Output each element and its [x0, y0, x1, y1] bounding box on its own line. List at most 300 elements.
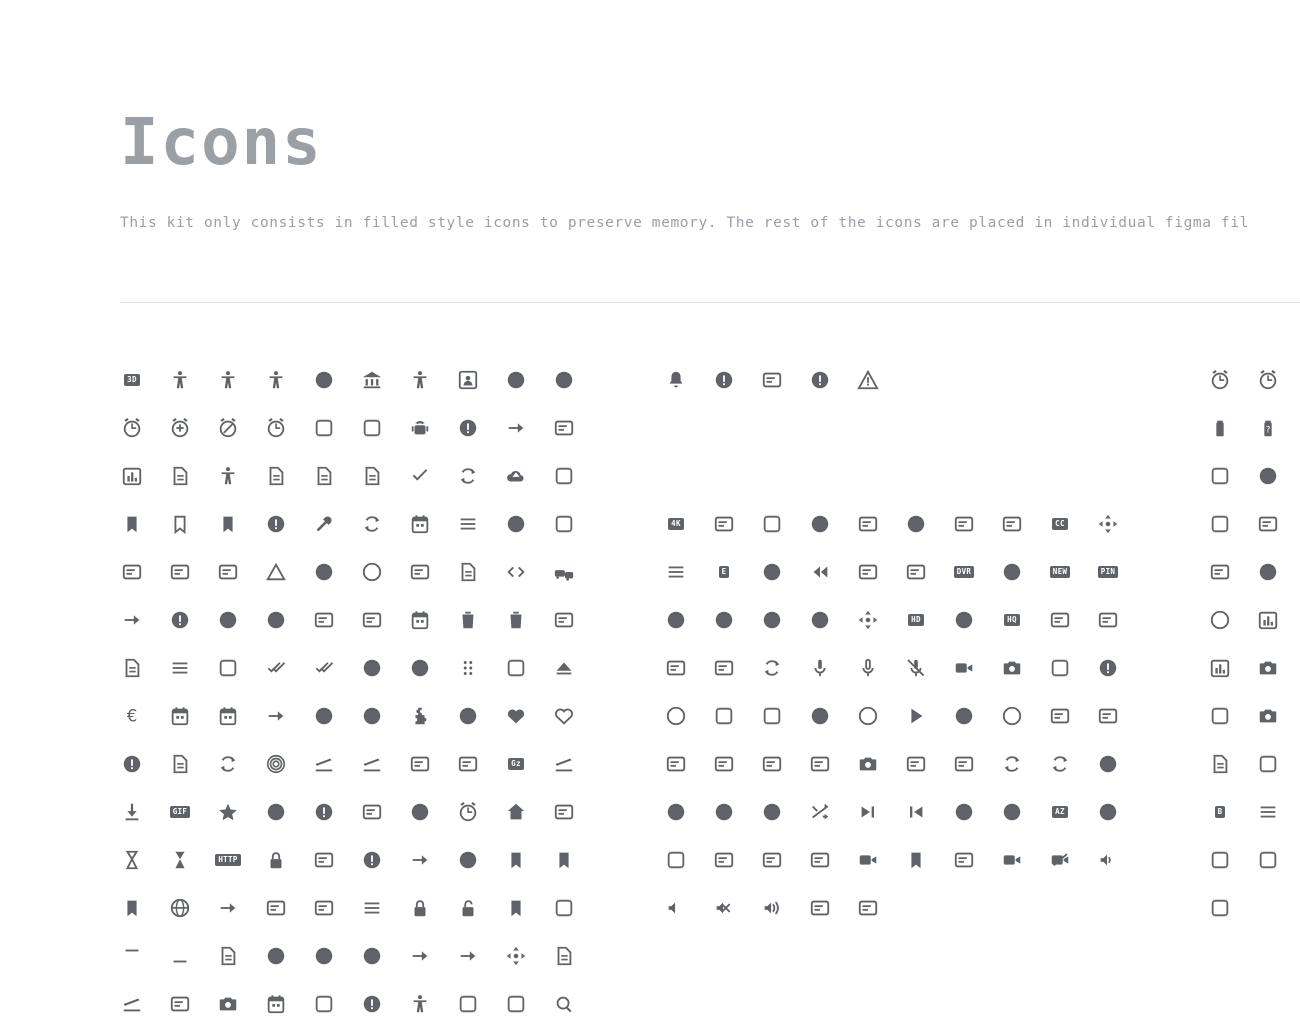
- high-quality-icon-label: HQ: [1004, 614, 1020, 626]
- blank-22[interactable]: [940, 452, 988, 500]
- format-paint-icon[interactable]: [1196, 836, 1244, 884]
- launch-icon[interactable]: [204, 884, 252, 932]
- perm-scan-wifi-icon[interactable]: [540, 980, 588, 1028]
- format-align-right-icon[interactable]: [1244, 740, 1292, 788]
- assessment-icon[interactable]: [108, 452, 156, 500]
- blank-1[interactable]: [892, 356, 940, 404]
- open-in-browser-icon[interactable]: [396, 932, 444, 980]
- blank-23[interactable]: [988, 452, 1036, 500]
- info-icon[interactable]: [348, 836, 396, 884]
- blank-19[interactable]: [796, 452, 844, 500]
- chrome-reader-mode-icon[interactable]: [396, 548, 444, 596]
- battery-full-icon[interactable]: [1196, 404, 1244, 452]
- equalizer-icon[interactable]: [652, 548, 700, 596]
- https-icon[interactable]: [252, 836, 300, 884]
- volume-up-icon[interactable]: [748, 884, 796, 932]
- language-icon[interactable]: [156, 884, 204, 932]
- change-history-icon[interactable]: [252, 548, 300, 596]
- gps-fixed-icon[interactable]: [1244, 548, 1292, 596]
- replay-10-icon[interactable]: [652, 788, 700, 836]
- snooze-icon[interactable]: [988, 788, 1036, 836]
- flip-to-front-icon[interactable]: [444, 740, 492, 788]
- album-icon[interactable]: [796, 500, 844, 548]
- delete-icon[interactable]: [444, 596, 492, 644]
- bug-report-icon[interactable]: [252, 500, 300, 548]
- icon-grid-middle: [652, 356, 1132, 932]
- playlist-add-check-icon[interactable]: [1084, 692, 1132, 740]
- music-video-icon[interactable]: [1036, 644, 1084, 692]
- graphic-eq-icon[interactable]: [1244, 596, 1292, 644]
- playlist-play-icon[interactable]: [652, 740, 700, 788]
- forward-10-icon[interactable]: [700, 596, 748, 644]
- fast-rewind-icon[interactable]: [796, 548, 844, 596]
- calendar-today-icon[interactable]: [396, 500, 444, 548]
- stop-icon[interactable]: [652, 836, 700, 884]
- video-library-icon[interactable]: [940, 836, 988, 884]
- alarm-icon[interactable]: [108, 404, 156, 452]
- build-icon[interactable]: [300, 500, 348, 548]
- fiber-dvr-icon[interactable]: [940, 548, 988, 596]
- video-call-icon[interactable]: [844, 836, 892, 884]
- help-icon[interactable]: [300, 788, 348, 836]
- gif-icon[interactable]: [156, 788, 204, 836]
- warning-icon[interactable]: [844, 356, 892, 404]
- grade-icon[interactable]: [204, 788, 252, 836]
- card-membership-icon[interactable]: [156, 548, 204, 596]
- add-to-queue-icon[interactable]: [700, 500, 748, 548]
- fiber-pin-icon[interactable]: [1084, 548, 1132, 596]
- maximize-icon[interactable]: [108, 932, 156, 980]
- av-timer-icon[interactable]: [892, 500, 940, 548]
- blank-24[interactable]: [1036, 452, 1084, 500]
- assignment-turned-in-icon[interactable]: [396, 452, 444, 500]
- label-icon[interactable]: [492, 836, 540, 884]
- svg-text:€: €: [126, 706, 138, 726]
- bookmark-border-icon[interactable]: [156, 500, 204, 548]
- event-seat-icon[interactable]: [204, 692, 252, 740]
- history-icon[interactable]: [444, 788, 492, 836]
- perm-media-icon[interactable]: [444, 980, 492, 1028]
- payment-icon[interactable]: [156, 980, 204, 1028]
- accessible-forward-icon[interactable]: [300, 356, 348, 404]
- open-in-new-icon[interactable]: [444, 932, 492, 980]
- call-to-action-icon[interactable]: [988, 500, 1036, 548]
- blank-5[interactable]: [1084, 356, 1132, 404]
- blur-on-icon[interactable]: [1196, 692, 1244, 740]
- hearing-icon[interactable]: [940, 596, 988, 644]
- new-releases-icon[interactable]: [1084, 644, 1132, 692]
- gps-not-fixed-icon[interactable]: [1196, 596, 1244, 644]
- all-out-icon[interactable]: [348, 404, 396, 452]
- surround-sound-icon[interactable]: [796, 836, 844, 884]
- gif-icon-label: GIF: [170, 806, 190, 818]
- shuffle-icon[interactable]: [796, 788, 844, 836]
- mic-off-icon[interactable]: [892, 644, 940, 692]
- slow-motion-video-icon[interactable]: [940, 788, 988, 836]
- video-label-icon[interactable]: [892, 836, 940, 884]
- drag-indicator-icon[interactable]: [444, 644, 492, 692]
- high-quality-icon[interactable]: [988, 596, 1036, 644]
- perm-phone-msg-icon[interactable]: [492, 980, 540, 1028]
- hourglass-empty-icon[interactable]: [108, 836, 156, 884]
- error-outline-icon[interactable]: [748, 356, 796, 404]
- branding-watermark-icon[interactable]: [940, 500, 988, 548]
- loop-icon[interactable]: [748, 644, 796, 692]
- label-off-icon[interactable]: [108, 884, 156, 932]
- flip-to-back-icon[interactable]: [396, 740, 444, 788]
- format-list-numbered-icon[interactable]: [1244, 788, 1292, 836]
- fingerprint-icon[interactable]: [252, 740, 300, 788]
- replay-icon[interactable]: [1084, 740, 1132, 788]
- format-bold-icon-label: B: [1215, 806, 1226, 818]
- contact-support-icon[interactable]: [156, 596, 204, 644]
- autorenew-icon[interactable]: [444, 452, 492, 500]
- fast-forward-icon[interactable]: [748, 548, 796, 596]
- blank-10[interactable]: [844, 404, 892, 452]
- attach-file-icon[interactable]: [1196, 740, 1244, 788]
- subscriptions-icon[interactable]: [700, 836, 748, 884]
- offline-bolt-icon[interactable]: [252, 932, 300, 980]
- fiber-smart-record-icon[interactable]: [652, 596, 700, 644]
- games-icon[interactable]: [844, 596, 892, 644]
- blank-16[interactable]: [652, 452, 700, 500]
- closed-caption-icon[interactable]: [1036, 500, 1084, 548]
- fiber-pin-icon-label: PIN: [1098, 566, 1118, 578]
- access-alarm-icon[interactable]: [1196, 356, 1244, 404]
- add-shopping-cart-icon[interactable]: [540, 356, 588, 404]
- devices-icon[interactable]: [1244, 500, 1292, 548]
- blank-6[interactable]: [652, 404, 700, 452]
- 3d-rotation-icon-label: 3D: [124, 374, 140, 386]
- markunread-mailbox-icon[interactable]: [540, 884, 588, 932]
- done-icon[interactable]: [204, 644, 252, 692]
- pause-icon[interactable]: [748, 692, 796, 740]
- alarm-on-icon[interactable]: [252, 404, 300, 452]
- blank-12[interactable]: [940, 404, 988, 452]
- queue-play-next-icon[interactable]: [796, 740, 844, 788]
- exit-to-app-icon[interactable]: [252, 692, 300, 740]
- volume-mute-icon[interactable]: [652, 884, 700, 932]
- fiber-manual-record-icon[interactable]: [988, 548, 1036, 596]
- missed-video-call-icon[interactable]: [940, 644, 988, 692]
- hourglass-full-icon[interactable]: [156, 836, 204, 884]
- 3d-rotation-icon[interactable]: [108, 356, 156, 404]
- input-icon[interactable]: [396, 836, 444, 884]
- format-bold-icon[interactable]: [1196, 788, 1244, 836]
- perm-camera-mic-icon[interactable]: [204, 980, 252, 1028]
- replay-30-icon[interactable]: [700, 788, 748, 836]
- blank-20[interactable]: [844, 452, 892, 500]
- flight-land-icon[interactable]: [300, 740, 348, 788]
- fiber-new-icon[interactable]: [1036, 548, 1084, 596]
- playlist-add-icon[interactable]: [1036, 692, 1084, 740]
- skip-next-icon[interactable]: [844, 788, 892, 836]
- speed-icon[interactable]: [1084, 788, 1132, 836]
- account-balance-wallet-icon[interactable]: [396, 356, 444, 404]
- android-icon[interactable]: [396, 404, 444, 452]
- book-icon[interactable]: [540, 452, 588, 500]
- height-icon[interactable]: [1244, 836, 1292, 884]
- list-icon[interactable]: [348, 884, 396, 932]
- card-travel-icon[interactable]: [204, 548, 252, 596]
- lock-open-icon[interactable]: [444, 884, 492, 932]
- page-subtitle: This kit only consists in filled style icons to preserve memory. The rest of the icons are placed in individual figma fil: [120, 215, 1249, 232]
- repeat-icon[interactable]: [988, 740, 1036, 788]
- add-photo-alternate-icon[interactable]: [1244, 644, 1292, 692]
- functions-icon[interactable]: [1196, 884, 1244, 932]
- error-icon[interactable]: [700, 356, 748, 404]
- videocam-off-icon[interactable]: [1036, 836, 1084, 884]
- play-arrow-icon[interactable]: [892, 692, 940, 740]
- airplay-icon[interactable]: [748, 500, 796, 548]
- open-with-icon[interactable]: [492, 932, 540, 980]
- access-alarms-icon[interactable]: [1244, 356, 1292, 404]
- play-circle-filled-icon[interactable]: [940, 692, 988, 740]
- add-alert-icon[interactable]: [652, 356, 700, 404]
- battery-unknown-icon[interactable]: [1244, 404, 1292, 452]
- volume-down-icon[interactable]: [1084, 836, 1132, 884]
- g-translate-icon[interactable]: [492, 740, 540, 788]
- subtitles-icon[interactable]: [748, 836, 796, 884]
- all-inbox-icon[interactable]: [300, 404, 348, 452]
- library-books-icon[interactable]: [652, 644, 700, 692]
- volume-off-icon[interactable]: [700, 884, 748, 932]
- skip-previous-icon[interactable]: [892, 788, 940, 836]
- euro-symbol-icon[interactable]: [108, 692, 156, 740]
- notification-important-icon[interactable]: [796, 356, 844, 404]
- accessibility-icon[interactable]: [156, 356, 204, 404]
- donut-small-icon[interactable]: [396, 644, 444, 692]
- group-work-icon[interactable]: [252, 788, 300, 836]
- repeat-one-icon[interactable]: [1036, 740, 1084, 788]
- library-add-check-icon[interactable]: [1084, 596, 1132, 644]
- offline-pin-icon[interactable]: [300, 932, 348, 980]
- highlight-off-icon[interactable]: [396, 788, 444, 836]
- art-track-icon[interactable]: [844, 500, 892, 548]
- http-icon[interactable]: [204, 836, 252, 884]
- copyright-icon[interactable]: [204, 596, 252, 644]
- explore-icon[interactable]: [300, 692, 348, 740]
- donut-large-icon[interactable]: [348, 644, 396, 692]
- blank-7[interactable]: [700, 404, 748, 452]
- header-divider: [120, 302, 1300, 303]
- face-icon[interactable]: [444, 692, 492, 740]
- blank-17[interactable]: [700, 452, 748, 500]
- gavel-icon[interactable]: [540, 740, 588, 788]
- add-a-photo-icon[interactable]: [1244, 692, 1292, 740]
- blank-9[interactable]: [796, 404, 844, 452]
- note-icon[interactable]: [700, 692, 748, 740]
- eject-icon[interactable]: [540, 644, 588, 692]
- lock-icon[interactable]: [396, 884, 444, 932]
- find-replace-icon[interactable]: [204, 740, 252, 788]
- dns-icon[interactable]: [156, 644, 204, 692]
- explicit-icon-label: E: [719, 566, 730, 578]
- check-circle-icon[interactable]: [300, 548, 348, 596]
- label-important-icon[interactable]: [540, 836, 588, 884]
- opacity-icon[interactable]: [348, 932, 396, 980]
- copyright-alt-icon[interactable]: [252, 596, 300, 644]
- delete-outline-icon[interactable]: [540, 596, 588, 644]
- loyalty-icon[interactable]: [492, 884, 540, 932]
- compare-arrows-icon[interactable]: [108, 596, 156, 644]
- remove-from-queue-icon[interactable]: [940, 740, 988, 788]
- blank-4[interactable]: [1036, 356, 1084, 404]
- hd-icon[interactable]: [892, 596, 940, 644]
- pause-circle-outline-icon[interactable]: [844, 692, 892, 740]
- web-icon[interactable]: [796, 884, 844, 932]
- movie-icon[interactable]: [988, 644, 1036, 692]
- blank-13[interactable]: [988, 404, 1036, 452]
- perm-data-setting-icon[interactable]: [300, 980, 348, 1028]
- note-add-icon[interactable]: [204, 932, 252, 980]
- pan-tool-icon[interactable]: [108, 980, 156, 1028]
- assignment-returned-icon[interactable]: [348, 452, 396, 500]
- done-all-icon[interactable]: [252, 644, 300, 692]
- sort-by-alpha-icon[interactable]: [1036, 788, 1084, 836]
- data-usage-icon[interactable]: [1244, 452, 1292, 500]
- account-box-icon[interactable]: [444, 356, 492, 404]
- explore-off-icon[interactable]: [348, 692, 396, 740]
- assignment-ind-icon[interactable]: [204, 452, 252, 500]
- page-title: Icons: [120, 106, 323, 180]
- replay-5-icon[interactable]: [748, 788, 796, 836]
- network-cell-icon[interactable]: [1196, 644, 1244, 692]
- forward-5-icon[interactable]: [796, 596, 844, 644]
- home-icon[interactable]: [492, 788, 540, 836]
- radio-icon[interactable]: [844, 740, 892, 788]
- icon-grid-right: [1196, 356, 1292, 932]
- perm-identity-icon[interactable]: [396, 980, 444, 1028]
- assignment-late-icon[interactable]: [252, 452, 300, 500]
- control-camera-icon[interactable]: [1084, 500, 1132, 548]
- http-icon-label: HTTP: [215, 854, 240, 866]
- page-header: [120, 106, 1300, 232]
- line-style-icon[interactable]: [252, 884, 300, 932]
- dashboard-icon[interactable]: [348, 596, 396, 644]
- find-in-page-icon[interactable]: [156, 740, 204, 788]
- card-giftcard-icon[interactable]: [108, 548, 156, 596]
- camera-enhance-icon[interactable]: [492, 500, 540, 548]
- accessibility-new-icon[interactable]: [204, 356, 252, 404]
- icon-grid-left: [108, 356, 588, 1028]
- mic-none-icon[interactable]: [844, 644, 892, 692]
- account-balance-icon[interactable]: [348, 356, 396, 404]
- fiber-dvr-icon-label: DVR: [954, 566, 974, 578]
- library-add-icon[interactable]: [1036, 596, 1084, 644]
- blank-25[interactable]: [1084, 452, 1132, 500]
- recent-actors-icon[interactable]: [892, 740, 940, 788]
- play-circle-outline-icon[interactable]: [988, 692, 1036, 740]
- account-circle-icon[interactable]: [492, 356, 540, 404]
- queue-music-icon[interactable]: [748, 740, 796, 788]
- blank-3[interactable]: [988, 356, 1036, 404]
- blank-21[interactable]: [892, 452, 940, 500]
- 4k-icon[interactable]: [652, 500, 700, 548]
- announcement-icon[interactable]: [444, 404, 492, 452]
- hd-icon-label: HD: [908, 614, 924, 626]
- blank-8[interactable]: [748, 404, 796, 452]
- delete-forever-icon[interactable]: [492, 596, 540, 644]
- line-weight-icon[interactable]: [300, 884, 348, 932]
- not-interested-icon[interactable]: [652, 692, 700, 740]
- bookmark-icon[interactable]: [108, 500, 156, 548]
- commute-icon[interactable]: [540, 548, 588, 596]
- class-icon[interactable]: [444, 548, 492, 596]
- explicit-icon[interactable]: [700, 548, 748, 596]
- featured-video-icon[interactable]: [892, 548, 940, 596]
- brightness-low-icon[interactable]: [1196, 452, 1244, 500]
- cancel-schedule-send-icon[interactable]: [540, 500, 588, 548]
- assignment-return-icon[interactable]: [300, 452, 348, 500]
- library-music-icon[interactable]: [700, 644, 748, 692]
- featured-play-list-icon[interactable]: [844, 548, 892, 596]
- description-icon[interactable]: [108, 644, 156, 692]
- web-asset-icon[interactable]: [844, 884, 892, 932]
- g-translate-icon-label: Gz: [508, 758, 524, 770]
- favorite-icon[interactable]: [492, 692, 540, 740]
- closed-caption-icon-label: CC: [1052, 518, 1068, 530]
- forward-30-icon[interactable]: [748, 596, 796, 644]
- minimize-icon[interactable]: [156, 932, 204, 980]
- help-outline-icon[interactable]: [348, 788, 396, 836]
- blank-14[interactable]: [1036, 404, 1084, 452]
- event-icon[interactable]: [156, 692, 204, 740]
- credit-card-icon[interactable]: [300, 596, 348, 644]
- blank-11[interactable]: [892, 404, 940, 452]
- arrow-right-alt-icon[interactable]: [492, 404, 540, 452]
- bookmarks-icon[interactable]: [204, 500, 252, 548]
- eco-icon[interactable]: [492, 644, 540, 692]
- sort-by-alpha-icon-label: AZ: [1052, 806, 1068, 818]
- check-circle-outline-icon[interactable]: [348, 548, 396, 596]
- mic-icon[interactable]: [796, 644, 844, 692]
- 4k-icon-label: 4K: [668, 518, 684, 530]
- important-devices-icon[interactable]: [300, 836, 348, 884]
- pageview-icon[interactable]: [540, 932, 588, 980]
- dvr-icon[interactable]: [1196, 548, 1244, 596]
- blank-18[interactable]: [748, 452, 796, 500]
- done-outline-icon[interactable]: [300, 644, 348, 692]
- assignment-icon[interactable]: [156, 452, 204, 500]
- backup-icon[interactable]: [492, 452, 540, 500]
- favorite-border-icon[interactable]: [540, 692, 588, 740]
- videocam-icon[interactable]: [988, 836, 1036, 884]
- cached-icon[interactable]: [348, 500, 396, 548]
- pause-circle-filled-icon[interactable]: [796, 692, 844, 740]
- feedback-icon[interactable]: [108, 740, 156, 788]
- blank-2[interactable]: [940, 356, 988, 404]
- horizontal-split-icon[interactable]: [540, 788, 588, 836]
- extension-icon[interactable]: [396, 692, 444, 740]
- accessible-icon[interactable]: [252, 356, 300, 404]
- fiber-new-icon-label: NEW: [1050, 566, 1070, 578]
- developer-mode-icon[interactable]: [1196, 500, 1244, 548]
- alarm-off-icon[interactable]: [204, 404, 252, 452]
- calendar-view-day-icon[interactable]: [444, 500, 492, 548]
- get-app-icon[interactable]: [108, 788, 156, 836]
- date-range-icon[interactable]: [396, 596, 444, 644]
- aspect-ratio-icon[interactable]: [540, 404, 588, 452]
- flight-takeoff-icon[interactable]: [348, 740, 396, 788]
- invert-colors-icon[interactable]: [444, 836, 492, 884]
- alarm-add-icon[interactable]: [156, 404, 204, 452]
- perm-contact-calendar-icon[interactable]: [252, 980, 300, 1028]
- code-icon[interactable]: [492, 548, 540, 596]
- blank-15[interactable]: [1084, 404, 1132, 452]
- queue-icon[interactable]: [700, 740, 748, 788]
- perm-device-information-icon[interactable]: [348, 980, 396, 1028]
